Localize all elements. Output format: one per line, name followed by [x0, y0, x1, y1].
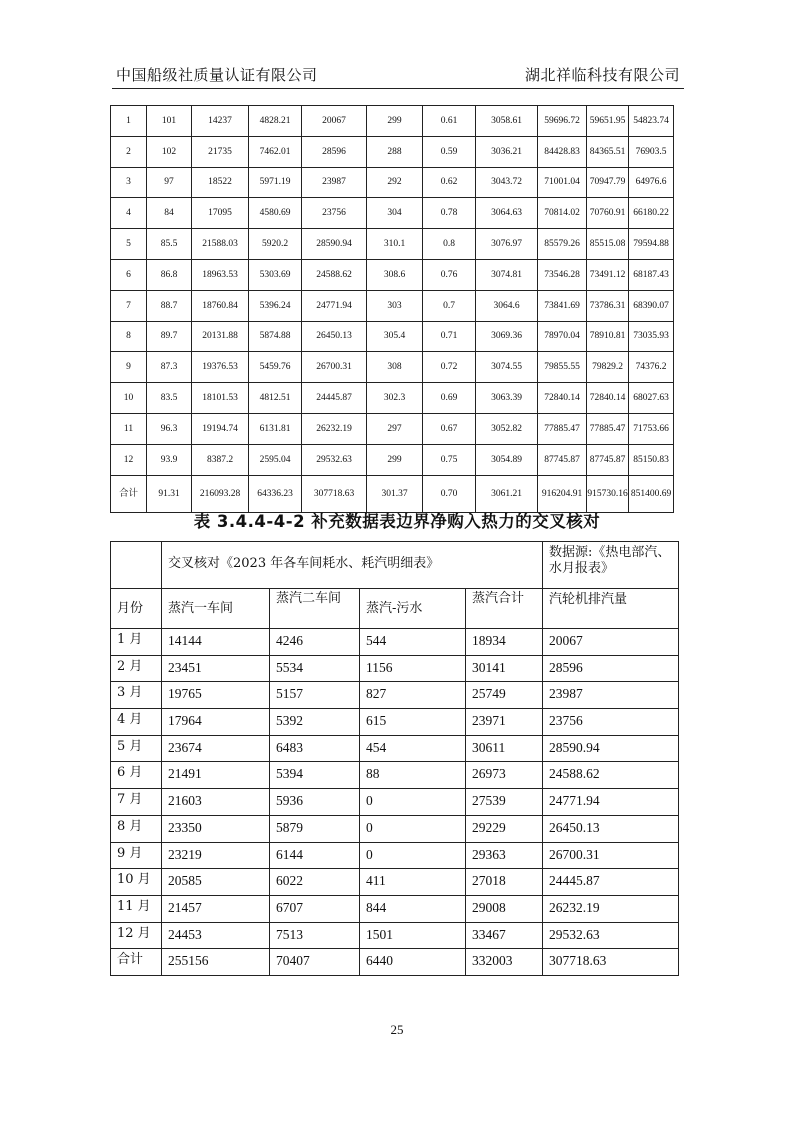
table-cell: 5920.2: [249, 229, 302, 260]
table-cell: 5303.69: [249, 259, 302, 290]
value-cell: 29008: [466, 895, 543, 922]
table-total-row: [111, 475, 674, 512]
table-cell: 18963.53: [192, 259, 249, 290]
table-row: [111, 655, 679, 682]
month-cell: 3 月: [111, 682, 162, 709]
table-cell: 0.67: [423, 413, 476, 444]
table-cell: 3074.81: [476, 259, 538, 290]
value-cell: 14144: [162, 629, 270, 656]
cross-check-table: [110, 541, 679, 976]
total-cell: 851400.69: [629, 475, 674, 512]
table-cell: 85515.08: [587, 229, 629, 260]
table-cell: 0.76: [423, 259, 476, 290]
table-row: [111, 895, 679, 922]
table-cell: 9: [111, 352, 147, 383]
value-cell: 23219: [162, 842, 270, 869]
table-cell: 0.71: [423, 321, 476, 352]
table-cell: 68390.07: [629, 290, 674, 321]
table-cell: 96.3: [147, 413, 192, 444]
value-cell: 23756: [543, 709, 679, 736]
table-cell: 84428.83: [538, 136, 587, 167]
table-cell: 70947.79: [587, 167, 629, 198]
table-cell: 302.3: [367, 383, 423, 414]
table-cell: 3076.97: [476, 229, 538, 260]
table-row: [111, 259, 674, 290]
value-cell: 23971: [466, 709, 543, 736]
month-cell: 4 月: [111, 709, 162, 736]
table-cell: 7462.01: [249, 136, 302, 167]
table-cell: 20131.88: [192, 321, 249, 352]
value-cell: 27539: [466, 789, 543, 816]
value-cell: 454: [360, 735, 466, 762]
table-cell: 0.75: [423, 444, 476, 475]
header-company-right: 湖北祥临科技有限公司: [524, 66, 680, 84]
value-cell: 6022: [270, 869, 360, 896]
table-cell: 85.5: [147, 229, 192, 260]
value-cell: 0: [360, 842, 466, 869]
value-cell: 4246: [270, 629, 360, 656]
value-cell: 7513: [270, 922, 360, 949]
table-cell: 21735: [192, 136, 249, 167]
table-cell: 26450.13: [302, 321, 367, 352]
value-cell: 24588.62: [543, 762, 679, 789]
value-cell: 21603: [162, 789, 270, 816]
page-number: 25: [390, 1022, 404, 1037]
value-cell: 27018: [466, 869, 543, 896]
value-cell: 544: [360, 629, 466, 656]
table-cell: 29532.63: [302, 444, 367, 475]
table-cell: 18522: [192, 167, 249, 198]
table-cell: 308: [367, 352, 423, 383]
value-cell: 26450.13: [543, 815, 679, 842]
value-cell: 615: [360, 709, 466, 736]
value-cell: 23987: [543, 682, 679, 709]
total-cell: 915730.16: [587, 475, 629, 512]
table-row: [111, 198, 674, 229]
table-row: [111, 321, 674, 352]
value-cell: 21457: [162, 895, 270, 922]
table-cell: 5874.88: [249, 321, 302, 352]
month-cell: 7 月: [111, 789, 162, 816]
table-cell: 5971.19: [249, 167, 302, 198]
table-cell: 102: [147, 136, 192, 167]
table-cell: 0.62: [423, 167, 476, 198]
table-cell: 79829.2: [587, 352, 629, 383]
col-header-workshop2: 蒸汽二车间: [270, 589, 360, 629]
total-cell: 合计: [111, 475, 147, 512]
table-cell: 78910.81: [587, 321, 629, 352]
value-cell: 6707: [270, 895, 360, 922]
table-cell: 28596: [302, 136, 367, 167]
table-cell: 101: [147, 106, 192, 137]
value-cell: 23350: [162, 815, 270, 842]
table-row: [111, 629, 679, 656]
table-cell: 93.9: [147, 444, 192, 475]
value-cell: 24445.87: [543, 869, 679, 896]
value-cell: 30611: [466, 735, 543, 762]
table-cell: 4812.51: [249, 383, 302, 414]
table-cell: 297: [367, 413, 423, 444]
table-cell: 3074.55: [476, 352, 538, 383]
table-cell: 77885.47: [538, 413, 587, 444]
table-cell: 7: [111, 290, 147, 321]
value-cell: 307718.63: [543, 949, 679, 976]
table-cell: 6131.81: [249, 413, 302, 444]
col-header-month: 月份: [111, 589, 162, 629]
table-row: [111, 383, 674, 414]
table-cell: 78970.04: [538, 321, 587, 352]
table-cell: 59696.72: [538, 106, 587, 137]
value-cell: 844: [360, 895, 466, 922]
value-cell: 0: [360, 789, 466, 816]
table-cell: 4580.69: [249, 198, 302, 229]
value-cell: 24771.94: [543, 789, 679, 816]
total-cell: 64336.23: [249, 475, 302, 512]
table-cell: 3064.63: [476, 198, 538, 229]
table-cell: 68027.63: [629, 383, 674, 414]
value-cell: 33467: [466, 922, 543, 949]
value-cell: 411: [360, 869, 466, 896]
table-row: [111, 789, 679, 816]
month-cell: 12 月: [111, 922, 162, 949]
table-cell: 76903.5: [629, 136, 674, 167]
table-cell: 308.6: [367, 259, 423, 290]
table-cell: 84365.51: [587, 136, 629, 167]
total-cell: 916204.91: [538, 475, 587, 512]
value-cell: 5392: [270, 709, 360, 736]
table-cell: 85579.26: [538, 229, 587, 260]
table-caption: 表 3.4.4-4-2 补充数据表边界净购入热力的交叉核对: [193, 512, 601, 531]
value-cell: 18934: [466, 629, 543, 656]
value-cell: 29229: [466, 815, 543, 842]
table-cell: 3052.82: [476, 413, 538, 444]
table-cell: 28590.94: [302, 229, 367, 260]
table-cell: 18101.53: [192, 383, 249, 414]
value-cell: 23451: [162, 655, 270, 682]
month-cell: 1 月: [111, 629, 162, 656]
total-cell: 3061.21: [476, 475, 538, 512]
table-cell: 77885.47: [587, 413, 629, 444]
page-header: [112, 62, 684, 89]
table-cell: 2595.04: [249, 444, 302, 475]
table-cell: 24588.62: [302, 259, 367, 290]
table-cell: 87745.87: [538, 444, 587, 475]
table-cell: 70814.02: [538, 198, 587, 229]
table-cell: 21588.03: [192, 229, 249, 260]
table-cell: 304: [367, 198, 423, 229]
table-cell: 23756: [302, 198, 367, 229]
total-cell: 0.70: [423, 475, 476, 512]
value-cell: 20067: [543, 629, 679, 656]
table-cell: 66180.22: [629, 198, 674, 229]
value-cell: 29363: [466, 842, 543, 869]
value-cell: 28596: [543, 655, 679, 682]
table-cell: 8387.2: [192, 444, 249, 475]
table-row: [111, 290, 674, 321]
table-cell: 0.61: [423, 106, 476, 137]
table-cell: 88.7: [147, 290, 192, 321]
table-cell: 3063.39: [476, 383, 538, 414]
table-cell: 84: [147, 198, 192, 229]
month-cell: 11 月: [111, 895, 162, 922]
value-cell: 25749: [466, 682, 543, 709]
table-row: [111, 229, 674, 260]
table-cell: 19194.74: [192, 413, 249, 444]
table-row: [111, 842, 679, 869]
table-cell: 85150.83: [629, 444, 674, 475]
table-cell: 288: [367, 136, 423, 167]
table-cell: 2: [111, 136, 147, 167]
total-cell: 301.37: [367, 475, 423, 512]
table-row: [111, 106, 674, 137]
value-cell: 26700.31: [543, 842, 679, 869]
table-cell: 73491.12: [587, 259, 629, 290]
table-cell: 64976.6: [629, 167, 674, 198]
table-row: [111, 136, 674, 167]
data-source-label: 数据源:《热电部汽、水月报表》: [543, 542, 679, 589]
table-cell: 73546.28: [538, 259, 587, 290]
value-cell: 26232.19: [543, 895, 679, 922]
value-cell: 26973: [466, 762, 543, 789]
table-row: [111, 815, 679, 842]
value-cell: 332003: [466, 949, 543, 976]
table-cell: 24445.87: [302, 383, 367, 414]
table-cell: 24771.94: [302, 290, 367, 321]
value-cell: 20585: [162, 869, 270, 896]
value-cell: 21491: [162, 762, 270, 789]
header-company-left: 中国船级社质量认证有限公司: [116, 66, 318, 84]
value-cell: 5879: [270, 815, 360, 842]
month-cell: 8 月: [111, 815, 162, 842]
table-row: [111, 869, 679, 896]
month-cell: 5 月: [111, 735, 162, 762]
total-cell: 91.31: [147, 475, 192, 512]
table-row: [111, 682, 679, 709]
table-cell: 87.3: [147, 352, 192, 383]
table-cell: 0.69: [423, 383, 476, 414]
total-cell: 307718.63: [302, 475, 367, 512]
table-cell: 0.72: [423, 352, 476, 383]
value-cell: 6483: [270, 735, 360, 762]
value-cell: 827: [360, 682, 466, 709]
table-cell: 74376.2: [629, 352, 674, 383]
table-cell: 5396.24: [249, 290, 302, 321]
table-cell: 299: [367, 444, 423, 475]
table-total-row: [111, 949, 679, 976]
table-cell: 3043.72: [476, 167, 538, 198]
table-cell: 4828.21: [249, 106, 302, 137]
table-cell: 310.1: [367, 229, 423, 260]
value-cell: 5534: [270, 655, 360, 682]
value-cell: 29532.63: [543, 922, 679, 949]
table-cell: 70760.91: [587, 198, 629, 229]
table-cell: 86.8: [147, 259, 192, 290]
table-cell: 18760.84: [192, 290, 249, 321]
table-cell: 68187.43: [629, 259, 674, 290]
col-header-turbine-exhaust: 汽轮机排汽量: [543, 589, 679, 629]
table-cell: 72840.14: [538, 383, 587, 414]
value-cell: 5157: [270, 682, 360, 709]
table-cell: 3058.61: [476, 106, 538, 137]
value-cell: 1501: [360, 922, 466, 949]
table-cell: 71001.04: [538, 167, 587, 198]
month-cell: 2 月: [111, 655, 162, 682]
table-cell: 5459.76: [249, 352, 302, 383]
value-cell: 19765: [162, 682, 270, 709]
table-cell: 0.59: [423, 136, 476, 167]
table-row: [111, 413, 674, 444]
table-cell: 87745.87: [587, 444, 629, 475]
value-cell: 88: [360, 762, 466, 789]
month-cell: 合计: [111, 949, 162, 976]
table-cell: 83.5: [147, 383, 192, 414]
table-row: [111, 762, 679, 789]
month-cell: 9 月: [111, 842, 162, 869]
table-row: [111, 735, 679, 762]
monthly-data-table: [110, 105, 674, 513]
value-cell: 23674: [162, 735, 270, 762]
value-cell: 255156: [162, 949, 270, 976]
table-cell: 3069.36: [476, 321, 538, 352]
header-blank-cell: [111, 542, 162, 589]
table-cell: 19376.53: [192, 352, 249, 383]
table-cell: 305.4: [367, 321, 423, 352]
col-header-steam-total: 蒸汽合计: [466, 589, 543, 629]
table-cell: 54823.74: [629, 106, 674, 137]
table-row: [111, 352, 674, 383]
table-cell: 0.8: [423, 229, 476, 260]
table-cell: 79594.88: [629, 229, 674, 260]
table-cell: 3064.6: [476, 290, 538, 321]
table-row: [111, 922, 679, 949]
value-cell: 24453: [162, 922, 270, 949]
table-cell: 6: [111, 259, 147, 290]
table-row: [111, 444, 674, 475]
table-cell: 89.7: [147, 321, 192, 352]
table-cell: 4: [111, 198, 147, 229]
table-cell: 59651.95: [587, 106, 629, 137]
table-cell: 79855.55: [538, 352, 587, 383]
table-cell: 8: [111, 321, 147, 352]
table-cell: 292: [367, 167, 423, 198]
col-header-sewage: 蒸汽-污水: [360, 589, 466, 629]
table-cell: 0.7: [423, 290, 476, 321]
table-cell: 23987: [302, 167, 367, 198]
table-cell: 3054.89: [476, 444, 538, 475]
value-cell: 28590.94: [543, 735, 679, 762]
col-header-workshop1: 蒸汽一车间: [162, 589, 270, 629]
month-cell: 6 月: [111, 762, 162, 789]
table-cell: 17095: [192, 198, 249, 229]
table-row: [111, 167, 674, 198]
table-cell: 26232.19: [302, 413, 367, 444]
cross-check-label: 交叉核对《2023 年各车间耗水、耗汽明细表》: [162, 542, 543, 589]
table-cell: 26700.31: [302, 352, 367, 383]
table-cell: 10: [111, 383, 147, 414]
value-cell: 0: [360, 815, 466, 842]
value-cell: 30141: [466, 655, 543, 682]
table-cell: 11: [111, 413, 147, 444]
table-cell: 3036.21: [476, 136, 538, 167]
table-cell: 14237: [192, 106, 249, 137]
table-cell: 73035.93: [629, 321, 674, 352]
table-cell: 5: [111, 229, 147, 260]
value-cell: 6144: [270, 842, 360, 869]
table-cell: 3: [111, 167, 147, 198]
table-cell: 303: [367, 290, 423, 321]
month-cell: 10 月: [111, 869, 162, 896]
table-cell: 20067: [302, 106, 367, 137]
table-row: [111, 709, 679, 736]
table-cell: 71753.66: [629, 413, 674, 444]
table-cell: 0.78: [423, 198, 476, 229]
value-cell: 5394: [270, 762, 360, 789]
table-cell: 299: [367, 106, 423, 137]
table-cell: 1: [111, 106, 147, 137]
value-cell: 5936: [270, 789, 360, 816]
value-cell: 6440: [360, 949, 466, 976]
total-cell: 216093.28: [192, 475, 249, 512]
table-cell: 73786.31: [587, 290, 629, 321]
table-cell: 97: [147, 167, 192, 198]
value-cell: 70407: [270, 949, 360, 976]
value-cell: 1156: [360, 655, 466, 682]
table-cell: 72840.14: [587, 383, 629, 414]
value-cell: 17964: [162, 709, 270, 736]
table-cell: 73841.69: [538, 290, 587, 321]
table-cell: 12: [111, 444, 147, 475]
